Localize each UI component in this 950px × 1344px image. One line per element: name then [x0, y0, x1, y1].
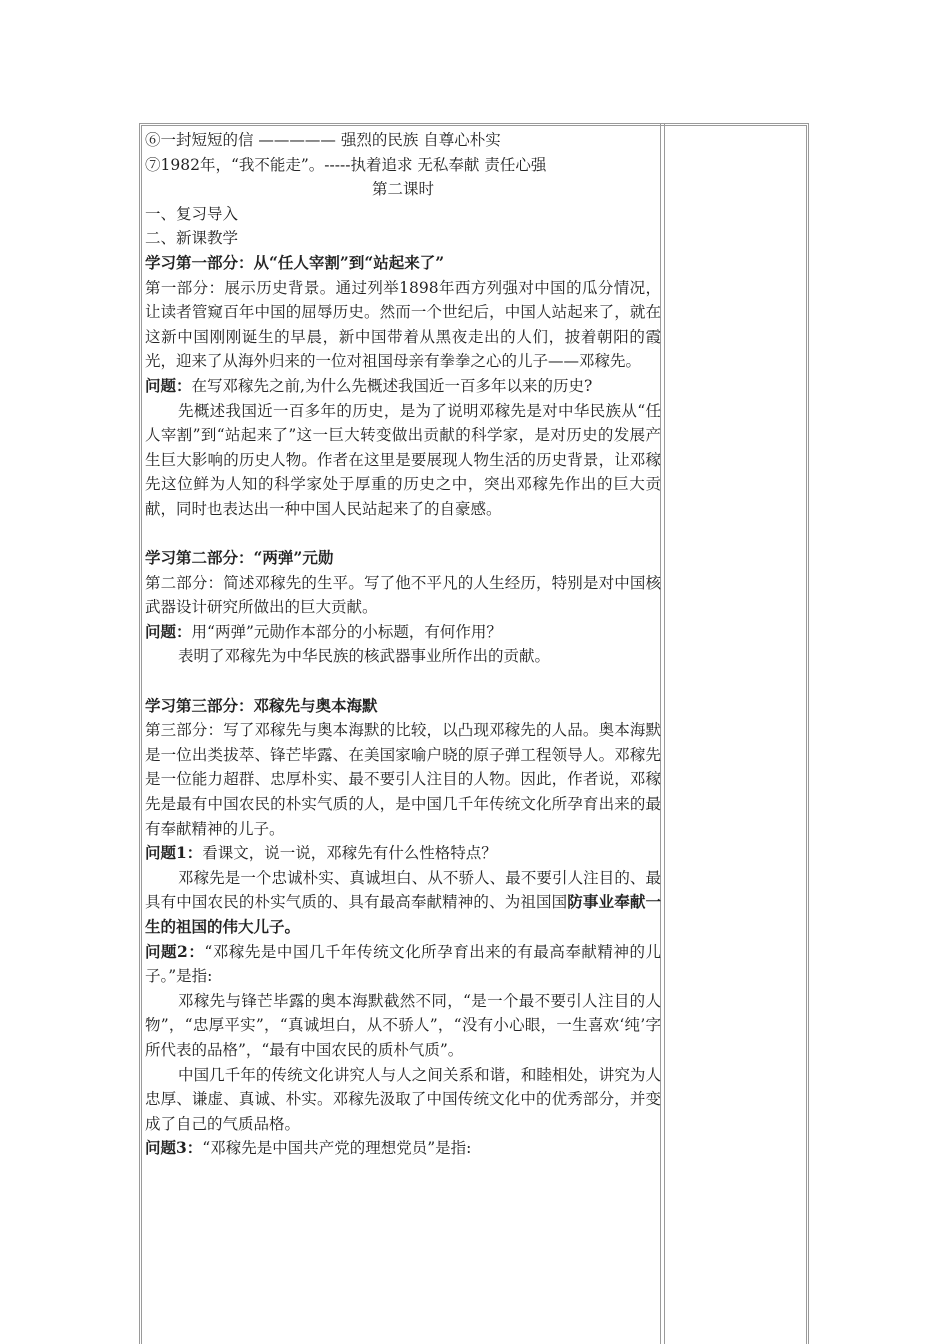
step-new-lesson: 二、新课教学 [145, 229, 239, 248]
part2-heading: 学习第二部分：“两弹”元勋 [145, 548, 334, 568]
session-title: 第二课时 [371, 180, 434, 199]
answer-text: 邓稼先是一个忠诚朴实、真诚坦白、从不骄人、最不要引人注目的、最具有中国农民的朴实气质的、具有最高奉献精神的、为祖国国 [145, 868, 661, 912]
summary-line-7: ⑦1982年，“我不能走”。-----执着追求 无私奉献 责任心强 [145, 155, 547, 174]
question-text: 看课文，说一说，邓稼先有什么性格特点？ [202, 844, 497, 863]
part1-answer: 先概述我国近一百多年的历史，是为了说明邓稼先是对中华民族从“任人宰割”到“站起来了”这一巨大转变做出贡献的科学家，是对历史的发展产生巨大影响的历史人物。作者在这里是要展现人物生活的历史背景，让邓稼先这位鲜为人知的科学家处于厚重的历史之中，突出邓稼先作出的巨大贡献，同时也表达出一种中国人民站起来了的自豪感。 [145, 401, 661, 518]
part3-summary: 第三部分：写了邓稼先与奥本海默的比较，以凸现邓稼先的人品。奥本海默是一位出类拔萃、锋芒毕露、在美国家喻户晓的原子弹工程领导人。邓稼先是一位能力超群、忠厚朴实、最不要引人注目的人物。因此，作者说，邓稼先是最有中国农民的朴实气质的人，是中国几千年传统文化所孕育出来的最有奉献精神的儿子。 [145, 721, 661, 838]
question-text: “邓稼先是中国几千年传统文化所孕育出来的有最高奉献精神的儿子。”是指: [145, 942, 661, 986]
part3-answer-2b: 中国几千年的传统文化讲究人与人之间关系和谐，和睦相处，讲究为人忠厚、谦虚、真诚、朴实。邓稼先汲取了中国传统文化中的优秀部分，并变成了自己的气质品格。 [145, 1065, 661, 1133]
part1-heading: 学习第一部分：从“任人宰割”到“站起来了” [145, 252, 445, 272]
question-text: 用“两弹”元勋作本部分的小标题，有何作用？ [191, 622, 502, 641]
question-label: 问题： [145, 375, 192, 395]
question-label: 问题3： [145, 1138, 203, 1158]
question-label: 问题1： [145, 843, 203, 863]
summary-line-6: ⑥一封短短的信 ————— 强烈的民族 自尊心朴实 [145, 131, 501, 149]
answer-emphasis: 防事业奉献一生的祖国的伟大儿子。 [145, 892, 661, 936]
part3-question-2 [145, 940, 661, 989]
part2-question [145, 620, 661, 645]
lesson-content [145, 128, 661, 1161]
part3-heading: 学习第三部分：邓稼先与奥本海默 [145, 695, 378, 715]
part1-question [145, 374, 661, 399]
question-label: 问题： [145, 621, 192, 641]
part2-answer: 表明了邓稼先为中华民族的核武器事业所作出的贡献。 [178, 647, 551, 666]
spacer [145, 522, 661, 547]
step-review: 一、复习导入 [145, 204, 239, 223]
part3-answer-1 [145, 866, 661, 940]
part3-question-3 [145, 1136, 661, 1161]
spacer [145, 669, 661, 694]
part3-answer-2a: 邓稼先与锋芒毕露的奥本海默截然不同，“是一个最不要引人注目的人物”，“忠厚平实”，“真诚坦白，从不骄人”，“没有小心眼，一生喜欢‘纯’字所代表的品格”，“最有中国农民的质朴气质”。 [145, 991, 661, 1059]
question-text: “邓稼先是中国共产党的理想党员”是指: [202, 1139, 472, 1158]
part1-summary: 第一部分：展示历史背景。通过列举1898年西方列强对中国的瓜分情况，让读者管窥百年中国的屈辱历史。然而一个世纪后，中国人站起来了，就在这新中国刚刚诞生的早晨，新中国带着从黑夜走出的人们，披着朝阳的霞光，迎来了从海外归来的一位对祖国母亲有拳拳之心的儿子——邓稼先。 [145, 278, 661, 371]
question-text: 在写邓稼先之前,为什么先概述我国近一百多年以来的历史? [191, 376, 593, 395]
part3-question-1 [145, 841, 661, 866]
part2-summary: 第二部分：简述邓稼先的生平。写了他不平凡的人生经历，特别是对中国核武器设计研究所做出的巨大贡献。 [145, 573, 661, 617]
question-label: 问题2： [145, 941, 205, 961]
